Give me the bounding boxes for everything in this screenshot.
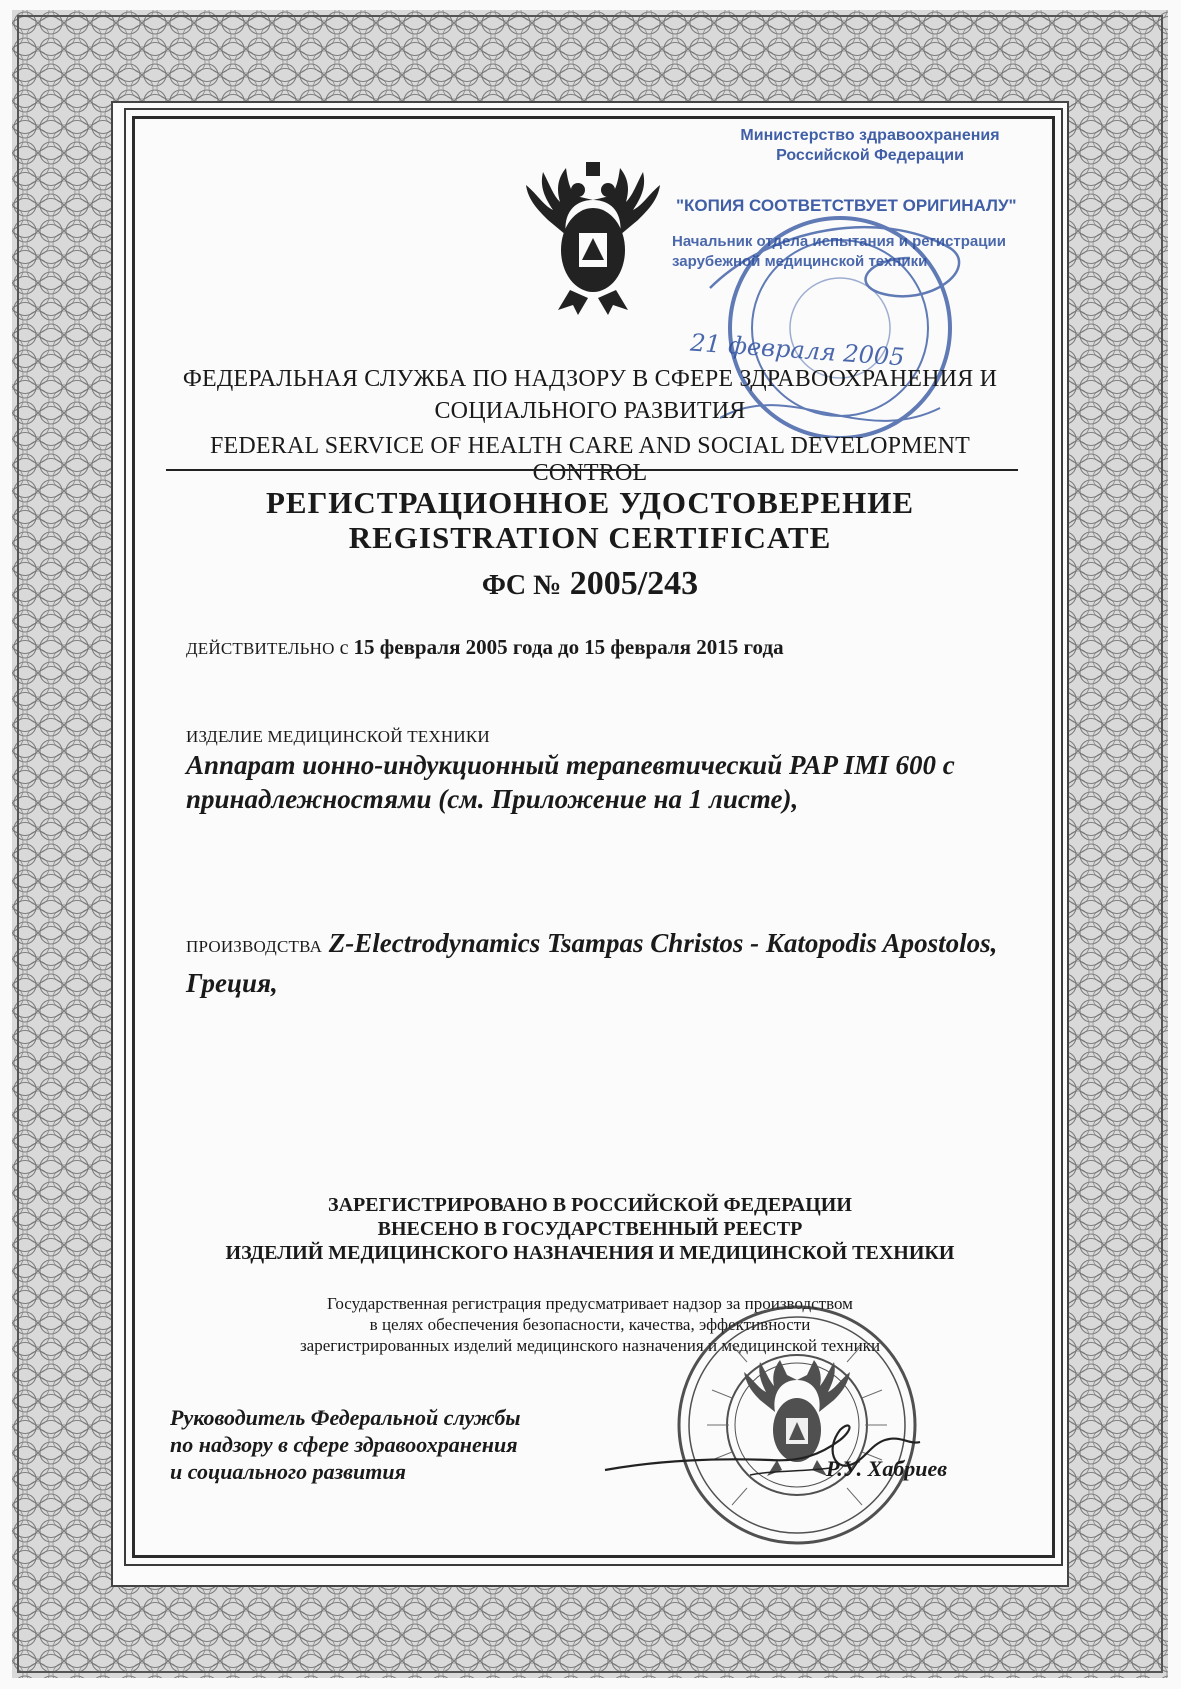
product-description: Аппарат ионно-индукционный терапевтический PAP IMI 600 с принадлежностями (см. Приложение на 1 листе), — [186, 750, 955, 814]
signatory-title-line-1: Руководитель Федеральной службы — [170, 1405, 521, 1430]
registration-statement — [150, 1193, 1030, 1265]
certificate-title-en: REGISTRATION CERTIFICATE — [348, 520, 832, 555]
copy-stamp-department: Начальник отдела испытания и регистрации зарубежной медицинской техники — [672, 233, 1006, 270]
validity-to-date: 15 февраля 2015 года — [584, 635, 784, 659]
validity-from-word: с — [339, 637, 349, 659]
copy-stamp-ministry: Министерство здравоохранения Российской Федерации — [740, 127, 1000, 164]
registration-line-3: ИЗДЕЛИЙ МЕДИЦИНСКОГО НАЗНАЧЕНИЯ И МЕДИЦИНСКОЙ ТЕХНИКИ — [225, 1242, 955, 1264]
agency-name-en: FEDERAL SERVICE OF HEALTH CARE AND SOCIAL DEVELOPMENT CONTROL — [209, 433, 971, 486]
validity-label: ДЕЙСТВИТЕЛЬНО — [186, 639, 335, 658]
signatory-title — [170, 1404, 590, 1485]
manufacturer-name: Z-Electrodynamics Tsampas Christos - Katopodis Apostolos, Греция, — [186, 928, 998, 998]
header-divider — [166, 469, 1018, 471]
signatory-title-line-2: по надзору в сфере здравоохранения — [170, 1432, 518, 1457]
certificate-number — [150, 565, 1030, 603]
certificate-number-prefix: ФС № — [481, 570, 562, 601]
manufacturer-label: ПРОИЗВОДСТВА — [186, 937, 323, 956]
copy-stamp-handwritten-date: 21 февраля 2005 — [689, 328, 906, 372]
validity-from-date: 15 февраля 2005 года — [353, 635, 553, 659]
product-label: ИЗДЕЛИЕ МЕДИЦИНСКОЙ ТЕХНИКИ — [186, 727, 490, 746]
coat-of-arms-emblem — [518, 160, 668, 320]
certificate-number-value: 2005/243 — [569, 565, 699, 602]
supervision-line-2: в целях обеспечения безопасности, качества, эффективности — [369, 1315, 811, 1334]
supervision-line-3: зарегистрированных изделий медицинского назначения и медицинской техники — [299, 1336, 881, 1355]
handwritten-signature — [600, 1400, 930, 1510]
agency-name-ru: ФЕДЕРАЛЬНАЯ СЛУЖБА ПО НАДЗОРУ В СФЕРЕ ЗДРАВООХРАНЕНИЯ И СОЦИАЛЬНОГО РАЗВИТИЯ — [182, 366, 998, 424]
registration-line-1: ЗАРЕГИСТРИРОВАНО В РОССИЙСКОЙ ФЕДЕРАЦИИ — [328, 1194, 852, 1216]
validity-period — [186, 635, 784, 660]
copy-stamp-certified: "КОПИЯ СООТВЕТСТВУЕТ ОРИГИНАЛУ" — [676, 196, 1017, 215]
supervision-line-1: Государственная регистрация предусматривает надзор за производством — [327, 1294, 853, 1313]
validity-to-word: до — [557, 635, 580, 659]
manufacturer — [186, 925, 1006, 1001]
signatory-title-line-3: и социального развития — [170, 1459, 406, 1484]
registration-line-2: ВНЕСЕНО В ГОСУДАРСТВЕННЫЙ РЕЕСТР — [377, 1218, 803, 1240]
signatory-name: Р.У. Хабриев — [826, 1456, 948, 1481]
certificate-title-ru: РЕГИСТРАЦИОННОЕ УДОСТОВЕРЕНИЕ — [265, 485, 915, 520]
